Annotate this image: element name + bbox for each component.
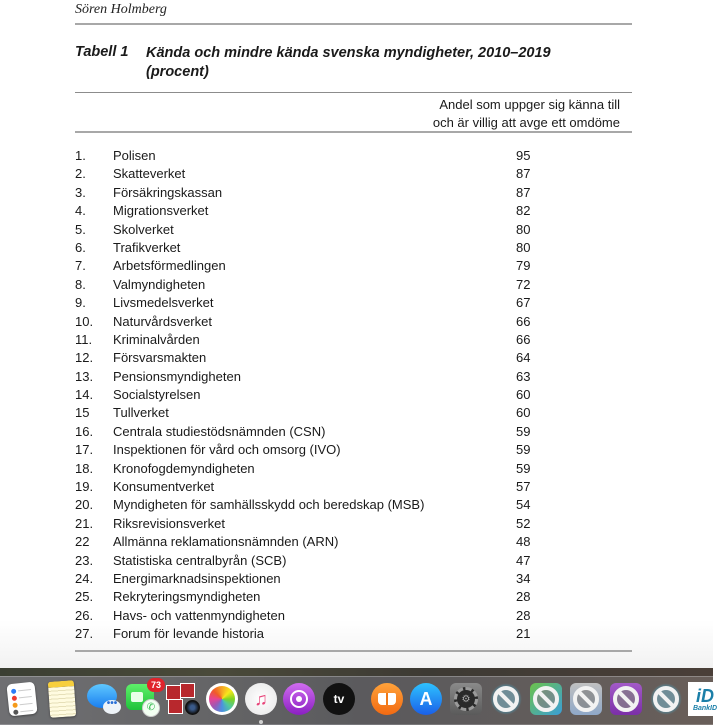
table-row [75,276,632,294]
dock-item-bankid[interactable] [688,682,722,716]
row-percent-value: 60 [516,387,531,403]
row-agency-name: Naturvårdsverket [113,313,212,329]
running-indicator [259,720,263,724]
row-percent-value: 79 [516,258,531,274]
row-rank: 26. [75,607,94,623]
row-rank: 20. [75,497,94,513]
row-percent-value: 21 [516,626,531,642]
row-rank: 10. [75,313,94,329]
table-row [75,552,632,570]
row-rank: 7. [75,258,86,274]
row-percent-value: 54 [516,497,531,513]
row-rank: 12. [75,350,94,366]
row-agency-name: Försvarsmakten [113,350,207,366]
row-agency-name: Centrala studiestödsnämnden (CSN) [113,423,326,439]
dock-item-books[interactable] [370,682,404,716]
dock-item-system-preferences[interactable] [449,682,483,716]
row-rank: 8. [75,276,86,292]
table-row [75,202,632,220]
row-rank: 6. [75,239,86,255]
row-rank: 27. [75,626,94,642]
table-header-rule [75,131,632,133]
app-store-icon: A [410,683,442,715]
dock-item-unsupported-app-2[interactable] [529,682,563,716]
table-row [75,478,632,496]
row-agency-name: Trafikverket [113,239,181,255]
row-rank: 14. [75,387,94,403]
row-percent-value: 87 [516,184,531,200]
table-row [75,496,632,514]
table-row [75,368,632,386]
row-agency-name: Valmyndigheten [113,276,206,292]
row-rank: 24. [75,570,94,586]
row-rank: 5. [75,221,86,237]
row-percent-value: 52 [516,515,531,531]
dock-item-app-store[interactable] [409,682,443,716]
dock-item-photos[interactable] [205,682,239,716]
table-row [75,460,632,478]
row-agency-name: Forum för levande historia [113,626,265,642]
table-row [75,147,632,165]
row-percent-value: 47 [516,552,531,568]
row-percent-value: 67 [516,295,531,311]
dock-item-music[interactable] [244,682,278,716]
row-percent-value: 95 [516,148,531,163]
table-bottom-rule [75,650,632,652]
table-row [75,294,632,312]
table-row [75,533,632,551]
dock-item-photo-booth[interactable] [166,682,200,716]
row-rank: 21. [75,515,94,531]
dock-item-reminders[interactable] [5,682,39,716]
row-rank: 2. [75,166,86,182]
row-percent-value: 59 [516,460,531,476]
row-percent-value: 66 [516,313,531,329]
podcasts-icon [283,683,315,715]
table-row [75,607,632,625]
row-agency-name: Statistiska centralbyrån (SCB) [113,552,287,568]
row-agency-name: Kronofogdemyndigheten [113,460,255,476]
table-row [75,515,632,533]
dock-item-notes[interactable] [45,682,79,716]
row-agency-name: Skatteverket [113,166,186,182]
table-body [75,147,632,644]
table-row [75,625,632,643]
row-rank: 19. [75,479,94,495]
table-row [75,423,632,441]
row-rank: 4. [75,203,86,219]
row-rank: 25. [75,589,94,605]
row-percent-value: 63 [516,368,531,384]
column-header-line-1: Andel som uppger sig känna till [439,97,620,112]
row-percent-value: 87 [516,166,531,182]
row-agency-name: Polisen [113,148,156,163]
row-agency-name: Konsumentverket [113,479,215,495]
table-row [75,221,632,239]
header-rule [75,23,632,25]
row-rank: 16. [75,423,94,439]
row-rank: 13. [75,368,94,384]
row-agency-name: Migrationsverket [113,203,209,219]
row-agency-name: Energimarknadsinspektionen [113,570,281,586]
table-row [75,257,632,275]
row-rank: 15 [75,405,90,421]
table-top-rule [75,92,632,93]
messages-icon: ••• [87,684,121,714]
table-caption-title: Kända och mindre kända svenska myndigheter, 2010–2019 (procent) [146,45,551,80]
notes-icon [49,681,75,717]
dock-item-unsupported-app-4[interactable] [609,682,643,716]
row-percent-value: 28 [516,607,531,623]
row-agency-name: Inspektionen för vård och omsorg (IVO) [113,442,341,458]
dock-item-unsupported-app-1[interactable] [489,682,523,716]
row-rank: 17. [75,442,94,458]
row-percent-value: 28 [516,589,531,605]
table-row [75,165,632,183]
prohibited-app-icon [570,683,602,715]
music-icon: ♫ [245,683,277,715]
row-agency-name: Kriminalvården [113,331,200,347]
row-percent-value: 60 [516,405,531,421]
row-rank: 11. [75,331,93,347]
dock-item-messages[interactable] [87,682,121,716]
row-agency-name: Allmänna reklamationsnämnden (ARN) [113,534,339,550]
apple-tv-icon: tv [323,683,355,715]
row-agency-name: Socialstyrelsen [113,387,201,403]
row-agency-name: Riksrevisionsverket [113,515,225,531]
row-percent-value: 64 [516,350,531,366]
row-agency-name: Skolverket [113,221,174,237]
row-percent-value: 57 [516,479,531,495]
prohibited-app-icon [610,683,642,715]
dock [0,676,718,725]
column-header-line-2: och är villig att avge ett omdöme [432,115,620,130]
prohibited-app-icon [490,683,522,715]
row-percent-value: 80 [516,239,531,255]
table-row [75,313,632,331]
row-rank: 9. [75,295,86,311]
notification-badge: 73 [147,678,165,692]
row-percent-value: 48 [516,534,531,550]
row-rank: 23. [75,552,94,568]
row-rank: 1. [75,148,86,163]
facetime-icon: ✆ [126,684,158,714]
row-agency-name: Myndigheten för samhällsskydd och beredskap (MSB) [113,497,425,513]
row-agency-name: Rekryteringsmyndigheten [113,589,261,605]
row-percent-value: 59 [516,442,531,458]
row-agency-name: Pensionsmyndigheten [113,368,241,384]
books-icon [371,683,403,715]
table-row [75,331,632,349]
row-rank: 18. [75,460,94,476]
row-agency-name: Tullverket [113,405,169,421]
table-row [75,404,632,422]
dock-item-unsupported-app-5[interactable] [649,682,683,716]
row-percent-value: 66 [516,331,531,347]
dock-item-unsupported-app-3[interactable] [569,682,603,716]
row-rank: 3. [75,184,86,200]
dock-item-podcasts[interactable] [282,682,316,716]
row-agency-name: Arbetsförmedlingen [113,258,226,274]
system-preferences-icon: ⚙ [450,683,482,715]
table-row [75,588,632,606]
running-header-author: Sören Holmberg [75,2,167,17]
reminders-icon [8,683,36,715]
bankid-icon: iD BankID [688,682,722,716]
table-caption [75,44,586,82]
table-row [75,386,632,404]
table-row [75,349,632,367]
row-rank: 22 [75,534,90,550]
row-agency-name: Försäkringskassan [113,184,223,200]
row-percent-value: 72 [516,276,531,292]
table-row [75,184,632,202]
table-caption-label: Tabell 1 [75,44,129,60]
table-row [75,441,632,459]
row-percent-value: 82 [516,203,531,219]
dock-item-facetime[interactable] [125,682,159,716]
photo-booth-icon [166,683,200,715]
photos-icon [206,683,238,715]
table-row [75,570,632,588]
prohibited-app-icon [650,683,682,715]
table-row [75,239,632,257]
prohibited-app-icon [530,683,562,715]
row-agency-name: Havs- och vattenmyndigheten [113,607,285,623]
row-percent-value: 59 [516,423,531,439]
row-percent-value: 80 [516,221,531,237]
row-percent-value: 34 [516,570,531,586]
row-agency-name: Livsmedelsverket [113,295,214,311]
dock-item-apple-tv[interactable] [322,682,356,716]
column-header [400,96,620,132]
